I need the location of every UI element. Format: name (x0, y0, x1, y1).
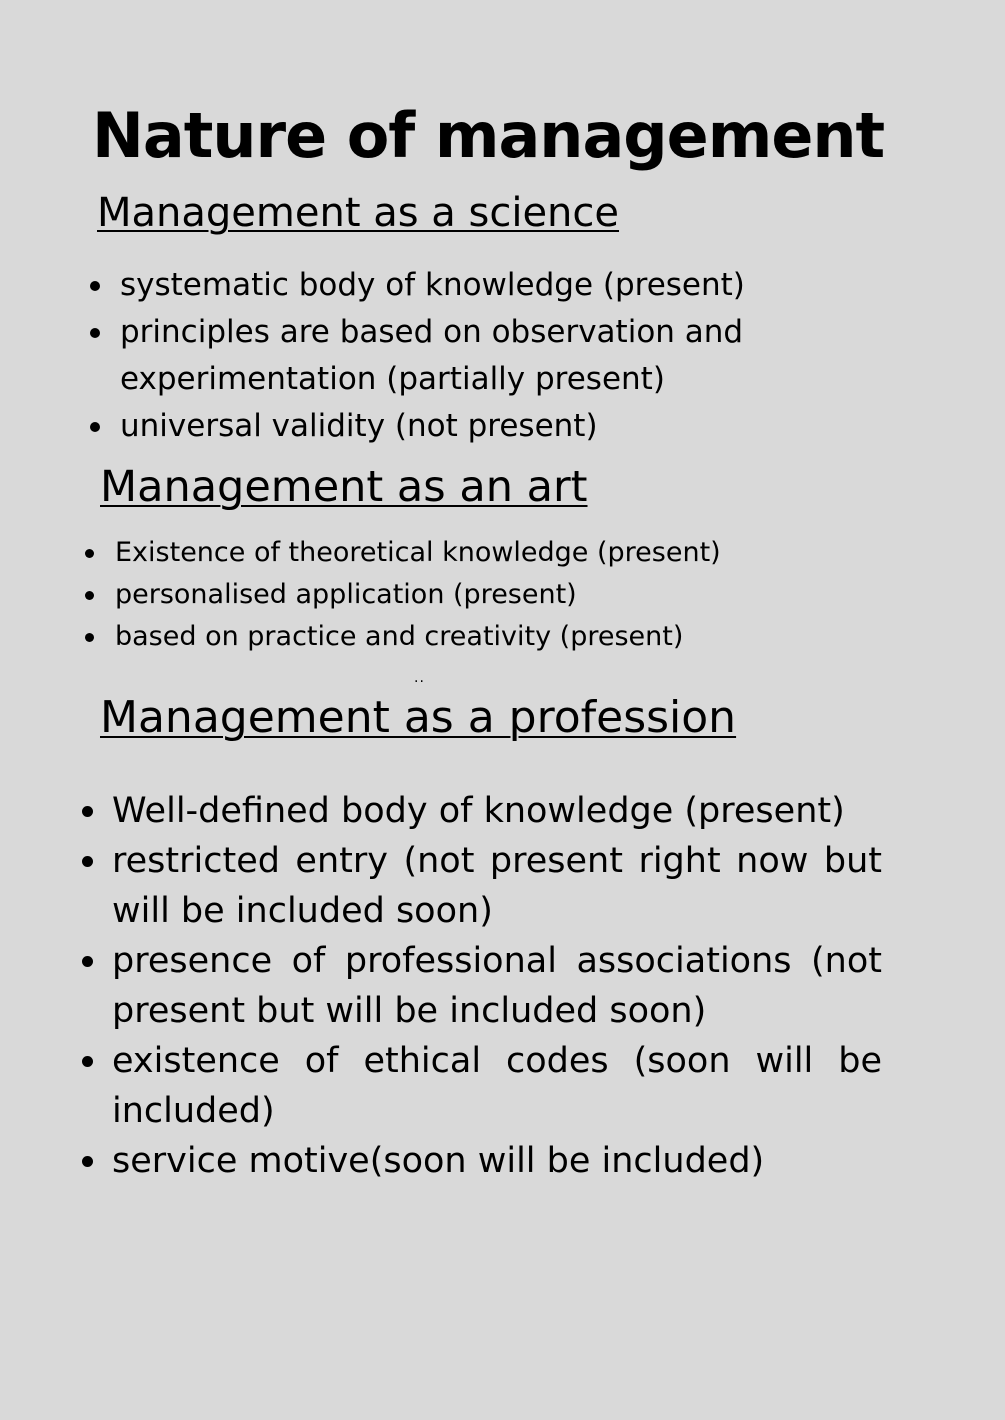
separator-marks: .. (414, 670, 425, 686)
science-list (90, 262, 850, 450)
list-item: universal validity (not present) (90, 403, 850, 450)
section-heading-profession: Management as a profession (100, 692, 737, 743)
list-item: Well-defined body of knowledge (present) (82, 786, 882, 836)
list-item: Existence of theoretical knowledge (present) (85, 532, 845, 574)
list-item: restricted entry (not present right now but will be included soon) (82, 836, 882, 936)
list-item: existence of ethical codes (soon will be included) (82, 1036, 882, 1136)
section-heading-art: Management as an art (100, 462, 588, 512)
list-item: principles are based on observation and experimentation (partially present) (90, 309, 850, 403)
page-title: Nature of management (92, 99, 885, 172)
list-item: presence of professional associations (not present but will be included soon) (82, 936, 882, 1036)
art-list (85, 532, 845, 658)
list-item: personalised application (present) (85, 574, 845, 616)
list-item: systematic body of knowledge (present) (90, 262, 850, 309)
list-item: service motive(soon will be included) (82, 1136, 882, 1186)
list-item: based on practice and creativity (present) (85, 616, 845, 658)
profession-list (82, 786, 882, 1186)
section-heading-science: Management as a science (97, 190, 620, 236)
